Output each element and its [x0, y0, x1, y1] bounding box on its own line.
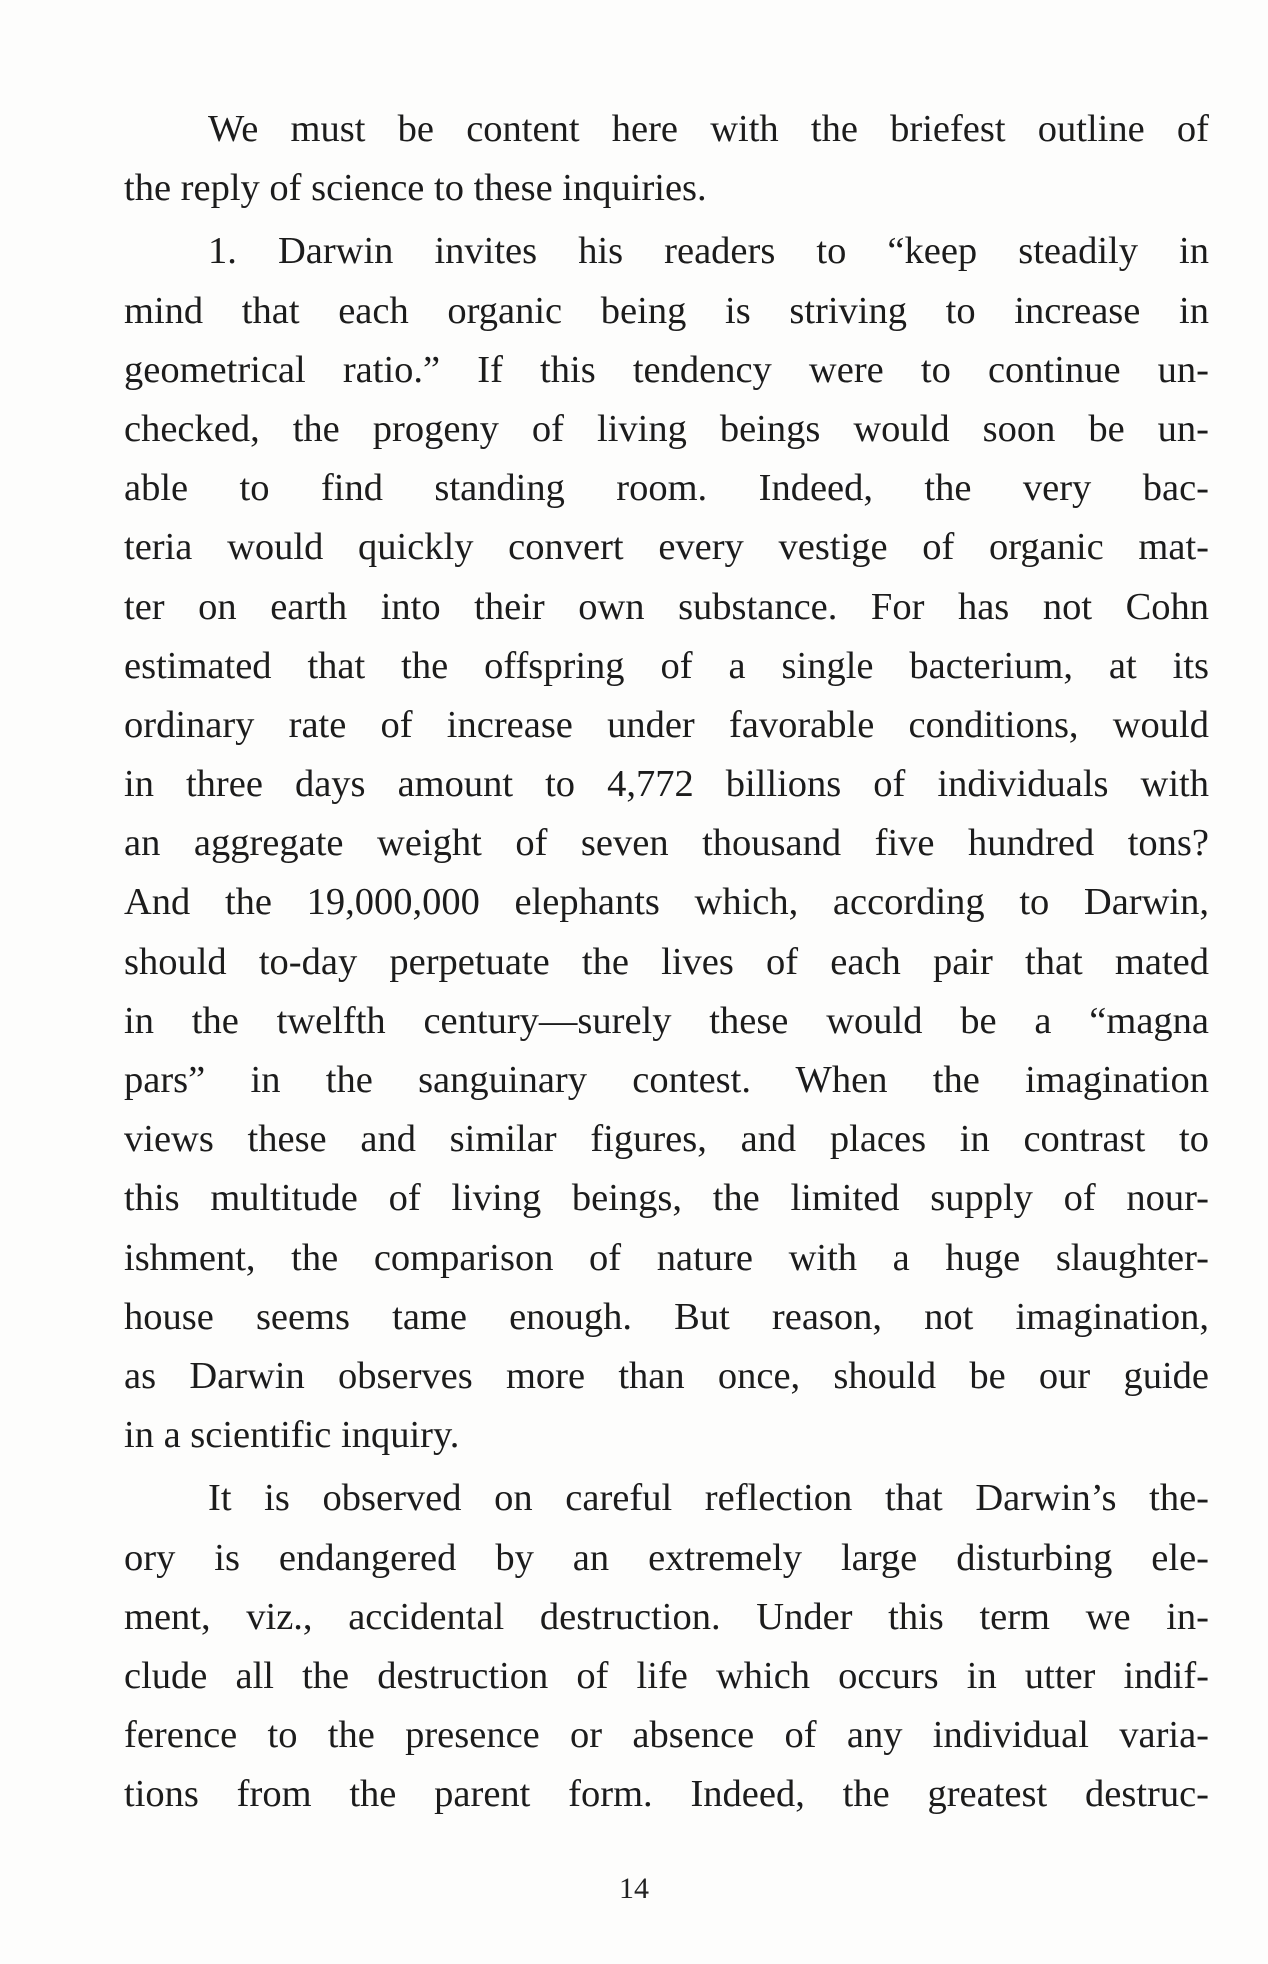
text-line: ory is endangered by an extremely large disturbing ele- — [124, 1536, 1209, 1579]
text-line: 1. Darwin invites his readers to “keep steadily in — [208, 230, 1209, 273]
text-line: views these and similar figures, and places in contrast to — [124, 1118, 1209, 1161]
text-line: We must be content here with the briefest outline of — [208, 108, 1209, 150]
text-line: estimated that the offspring of a single bacterium, at its — [124, 644, 1209, 687]
text-line: ter on earth into their own substance. For has not Cohn — [124, 585, 1209, 628]
text-line: tions from the parent form. Indeed, the greatest destruc- — [124, 1773, 1209, 1816]
page-number: 14 — [619, 1872, 649, 1905]
text-line: geometrical ratio.” If this tendency were to continue un- — [124, 348, 1209, 391]
text-line: house seems tame enough. But reason, not imagination, — [124, 1295, 1209, 1338]
text-line: in a scientific inquiry. — [124, 1414, 460, 1457]
text-line: mind that each organic being is striving to increase in — [124, 289, 1209, 332]
text-line: ordinary rate of increase under favorable conditions, would — [124, 703, 1209, 746]
body-text — [124, 100, 1209, 1824]
text-line: this multitude of living beings, the limited supply of nour- — [124, 1177, 1209, 1220]
text-line: checked, the progeny of living beings would soon be un- — [124, 407, 1209, 450]
text-line: as Darwin observes more than once, should be our guide — [124, 1354, 1209, 1397]
text-line: should to-day perpetuate the lives of each pair that mated — [124, 940, 1209, 983]
text-line: It is observed on careful reflection that Darwin’s the- — [208, 1477, 1209, 1520]
text-line: clude all the destruction of life which occurs in utter indif- — [124, 1654, 1209, 1697]
text-line: pars” in the sanguinary contest. When the imagination — [124, 1059, 1209, 1101]
text-line: teria would quickly convert every vestige of organic mat- — [124, 526, 1209, 569]
text-line: an aggregate weight of seven thousand five hundred tons? — [124, 822, 1209, 865]
text-line: ment, viz., accidental destruction. Under this term we in- — [124, 1595, 1209, 1638]
text-line: in three days amount to 4,772 billions of individuals with — [124, 763, 1209, 806]
text-line: ference to the presence or absence of any individual varia- — [124, 1714, 1209, 1757]
text-line: in the twelfth century—surely these would be a “magna — [124, 999, 1209, 1042]
text-line: And the 19,000,000 elephants which, according to Darwin, — [124, 881, 1209, 924]
text-line: the reply of science to these inquiries. — [124, 167, 707, 210]
text-line: able to find standing room. Indeed, the very bac- — [124, 467, 1209, 510]
text-line: ishment, the comparison of nature with a huge slaughter- — [124, 1236, 1209, 1279]
